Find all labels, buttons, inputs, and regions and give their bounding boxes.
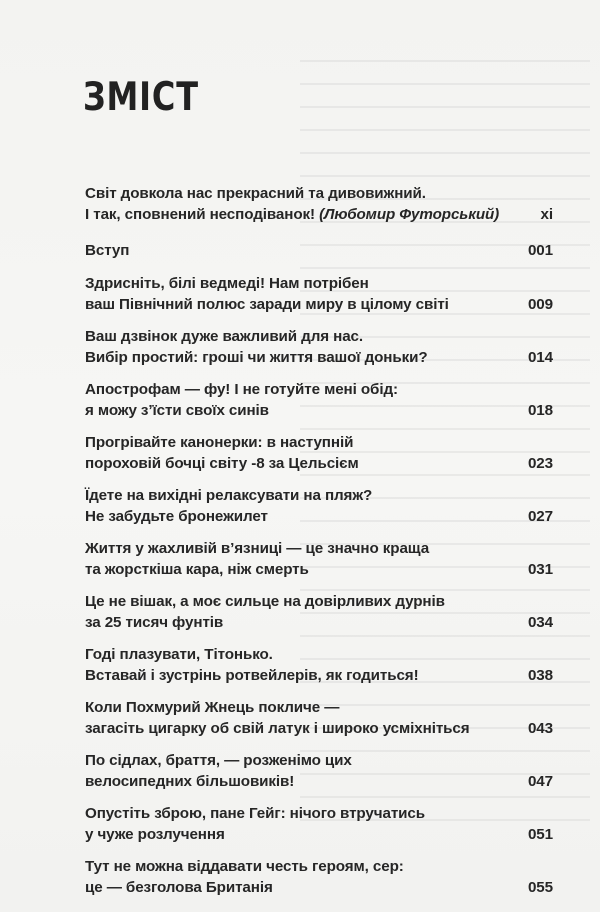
toc-entry-last-line [85,612,553,633]
toc-entry-last-line [85,771,553,792]
toc-page-number: 031 [527,561,553,578]
toc-page-number: 023 [527,455,553,472]
toc-entry-line: Апострофам — фу! І не готуйте мені обід: [85,381,398,398]
toc-page-number: xi [540,206,553,223]
toc-page-number: 043 [527,720,553,737]
toc-entry-text: велосипедних більшовиків! [85,773,295,790]
toc-entry [85,485,553,527]
toc-entry-text: Не забудьте бронежилет [85,508,268,525]
toc-entry-line: Їдете на вихідні релаксувати на пляж? [85,487,373,504]
toc-page-number: 018 [527,402,553,419]
toc-entry-line: По сідлах, браття, — розженімо цих [85,752,352,769]
toc-page-number: 051 [527,826,553,843]
toc-entry-last-line [85,204,553,225]
toc-entry [85,432,553,474]
page-title: ЗМІСТ [83,75,199,120]
toc-entry-text: Вибір простий: гроші чи життя вашої доньки? [85,349,428,366]
toc-entry-line: Коли Похмурий Жнець покличе — [85,699,340,716]
toc-page-number: 047 [527,773,553,790]
toc-entry [85,697,553,739]
toc-entry-line: Прогрівайте канонерки: в наступній [85,434,354,451]
toc-entry-text [85,204,499,225]
toc-entry [85,273,553,315]
toc-entry-last-line [85,559,553,580]
toc-entry-last-line [85,453,553,474]
toc-entry [85,538,553,580]
toc-entry-text: пороховій бочці світу -8 за Цельсієм [85,455,359,472]
toc-entry-text: у чуже розлучення [85,826,225,843]
toc-entry [85,803,553,845]
toc-entry [85,379,553,421]
toc-page-number: 009 [527,296,553,313]
toc-entry [85,750,553,792]
toc-entry-text: це — безголова Британія [85,879,273,896]
toc-entry-line: Здрисніть, білі ведмеді! Нам потрібен [85,275,369,292]
toc-page-number: 027 [527,508,553,525]
toc-entry-last-line [85,506,553,527]
toc-entry-line: Годі плазувати, Тітонько. [85,646,273,663]
toc-entry [85,183,553,225]
toc-entry-last-line [85,877,553,898]
toc-entry-line: Світ довкола нас прекрасний та дивовижний. [85,185,426,202]
toc-entry-line: Опустіть зброю, пане Гейг: нічого втручатись [85,805,425,822]
toc-entry-author: (Любомир Футорський) [319,206,500,223]
toc-entry-last-line [85,294,553,315]
toc-page-number: 038 [527,667,553,684]
toc-entry-line: Життя у жахливій в’язниці — це значно краща [85,540,430,557]
toc-entry-last-line [85,347,553,368]
toc-entry-last-line [85,824,553,845]
toc-entry-last-line [85,400,553,421]
toc-entry [85,240,553,261]
toc-entry-last-line [85,240,553,261]
toc-page-number: 034 [527,614,553,631]
toc-entry [85,326,553,368]
toc-entry-line: Тут не можна віддавати честь героям, сер: [85,858,404,875]
toc-entry-text: я можу з’їсти своїх синів [85,402,269,419]
toc-entry [85,856,553,898]
toc-entry [85,591,553,633]
toc-entry-text: та жорсткіша кара, ніж смерть [85,561,309,578]
toc-entry-text: ваш Північний полюс заради миру в цілому світі [85,296,449,313]
toc-entry-line: Ваш дзвінок дуже важливий для нас. [85,328,364,345]
toc-entry-text: загасіть цигарку об свій латук і широко усміхніться [85,720,470,737]
toc-entry-text-part: І так, сповнений несподіванок! [85,206,320,223]
toc-entry-line: Це не вішак, а моє сильце на довірливих дурнів [85,593,445,610]
toc-entry-text: Вступ [85,242,130,259]
toc-entry [85,644,553,686]
toc-page-number: 055 [527,879,553,896]
toc-page-number: 001 [527,242,553,259]
toc-page-number: 014 [527,349,553,366]
toc-entry-last-line [85,718,553,739]
table-of-contents [85,183,553,898]
toc-entry-text: за 25 тисяч фунтів [85,614,224,631]
toc-entry-last-line [85,665,553,686]
toc-entry-text: Вставай і зустрінь ротвейлерів, як годиться! [85,667,419,684]
